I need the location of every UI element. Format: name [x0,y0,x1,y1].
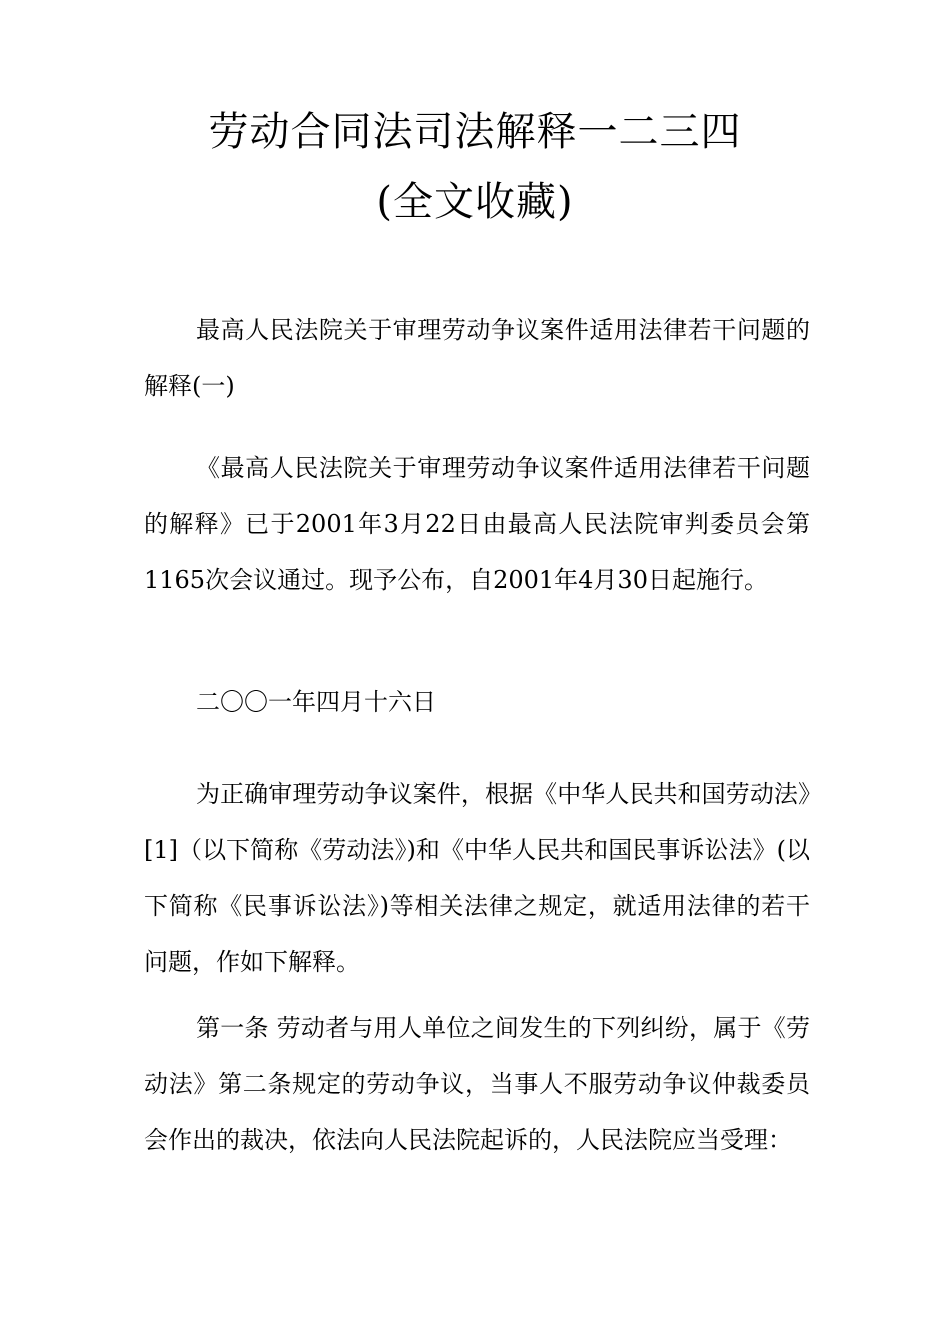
paragraph-date: 二〇〇一年四月十六日 [196,688,436,716]
document-subtitle: (全文收藏) [376,179,574,225]
paragraph-announcement: 《最高人民法院关于审理劳动争议案件适用法律若干问题的解释》已于2001年3月22日由最高人民法院审判委员会第1165次会议通过。现予公布，自2001年4月30日起施行。 [144,454,810,594]
paragraph-preamble: 为正确审理劳动争议案件，根据《中华人民共和国劳动法》[1]（以下简称《劳动法》)和《中华人民共和国民事诉讼法》(以下简称《民事诉讼法》)等相关法律之规定，就适用法律的若干问题，作如下解释。 [144,780,810,976]
document-title: 劳动合同法司法解释一二三四 [208,109,742,155]
paragraph-article-1: 第一条 劳动者与用人单位之间发生的下列纠纷，属于《劳动法》第二条规定的劳动争议，当事人不服劳动争议仲裁委员会作出的裁决，依法向人民法院起诉的，人民法院应当受理： [144,1014,810,1154]
paragraph-heading: 最高人民法院关于审理劳动争议案件适用法律若干问题的解释(一) [144,316,810,400]
